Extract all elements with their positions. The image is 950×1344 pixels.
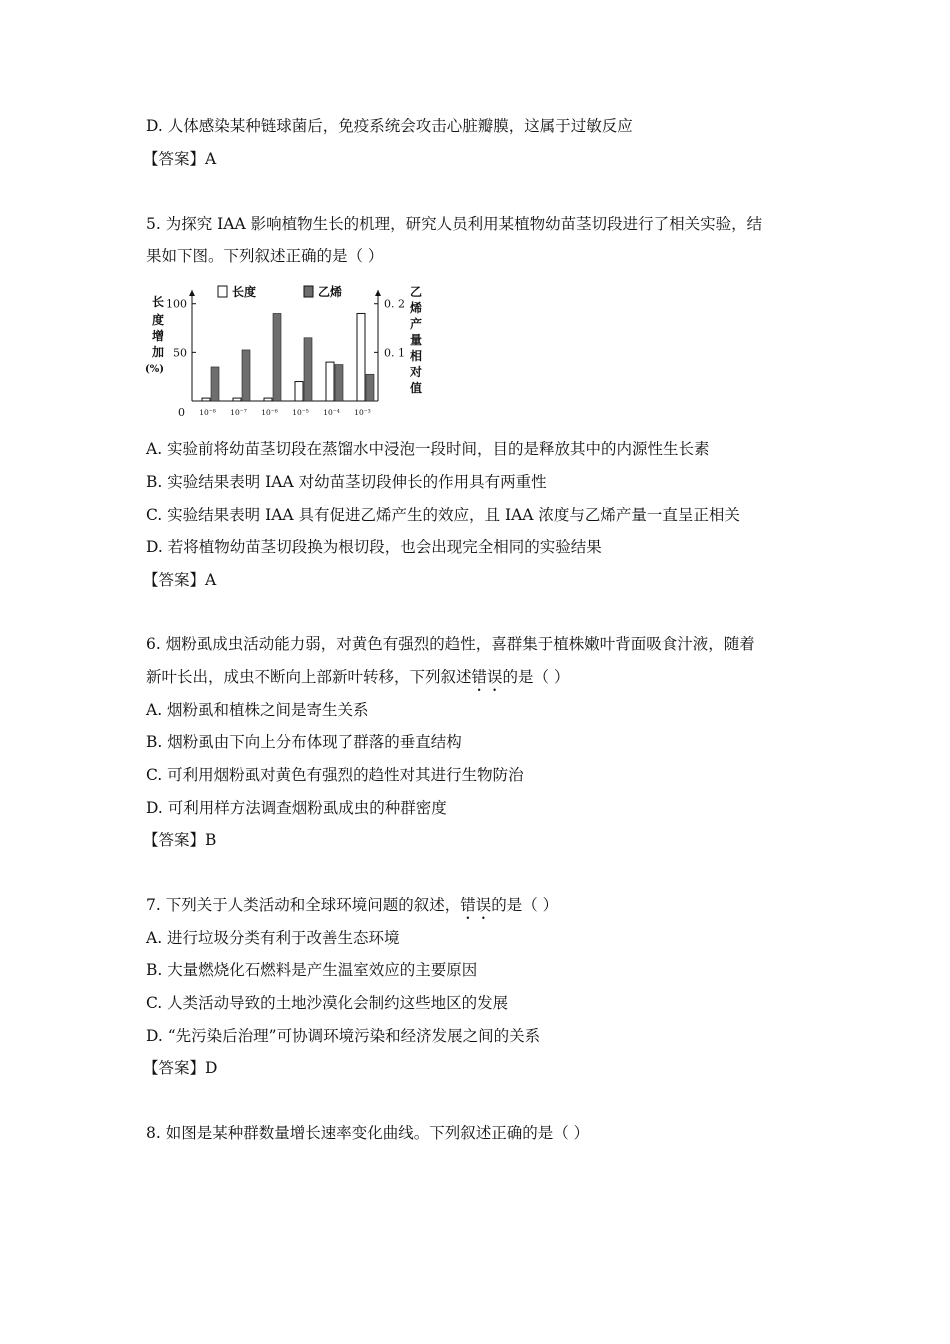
q4-answer: 【答案】A: [143, 150, 217, 168]
left-tick-label: 50: [173, 346, 187, 360]
q5-option-d: D. 若将植物幼苗茎切段换为根切段，也会出现完全相同的实验结果: [146, 538, 602, 556]
legend-swatch-1: [218, 286, 227, 297]
x-tick-label: 10⁻⁸: [199, 408, 216, 417]
q5-option-c: C. 实验结果表明 IAA 具有促进乙烯产生的效应，且 IAA 浓度与乙烯产量一直呈正相关: [146, 506, 740, 524]
right-tick-label: 0. 2: [384, 297, 405, 311]
q7-stem-pre: 7. 下列关于人类活动和全球环境问题的叙述，: [146, 896, 461, 914]
left-axis-label-char: 长: [152, 295, 165, 309]
bar-ethylene: [242, 350, 250, 401]
bar-length-increase: [295, 382, 303, 401]
bar-length-increase: [202, 398, 210, 401]
left-axis-label-char: 加: [152, 345, 165, 359]
x-tick-label: 10⁻⁶: [261, 408, 278, 417]
q7-stem-post: 的是（ ）: [491, 896, 559, 914]
legend-label-2: 乙烯: [318, 285, 343, 299]
q5-option-b: B. 实验结果表明 IAA 对幼苗茎切段伸长的作用具有两重性: [146, 473, 547, 491]
q6-option-b: B. 烟粉虱由下向上分布体现了群落的垂直结构: [146, 733, 462, 751]
legend-swatch-2: [304, 286, 313, 297]
q6-stem-line-1: 6. 烟粉虱成虫活动能力弱，对黄色有强烈的趋性，喜群集于植株嫩叶背面吸食汁液，随着: [146, 635, 755, 653]
q7-emphasis-word: 错误: [460, 896, 492, 914]
q6-stem-line-2-post: 的是（ ）: [502, 668, 570, 686]
q8-stem: 8. 如图是某种群数量增长速率变化曲线。下列叙述正确的是（ ）: [146, 1124, 590, 1142]
q7-option-c: C. 人类活动导致的土地沙漠化会制约这些地区的发展: [146, 994, 509, 1012]
x-tick-label: 10⁻⁷: [230, 408, 247, 417]
right-axis-label-char: 对: [410, 365, 423, 379]
y-axis-left-arrow: [189, 290, 195, 296]
y-axis-right-arrow: [375, 290, 381, 296]
bar-length-increase: [264, 398, 272, 401]
x-tick-label: 10⁻⁵: [292, 408, 309, 417]
left-axis-label-char: 度: [152, 313, 165, 327]
bar-ethylene: [335, 365, 343, 401]
left-axis-label-char: (%): [145, 364, 164, 375]
q7-option-b: B. 大量燃烧化石燃料是产生温室效应的主要原因: [146, 961, 478, 979]
right-axis-label-char: 乙: [410, 285, 423, 299]
left-axis-label-char: 增: [152, 329, 165, 343]
q5-answer: 【答案】A: [143, 571, 217, 589]
x-tick-label: 10⁻³: [354, 408, 371, 417]
q7-option-a: A. 进行垃圾分类有利于改善生态环境: [146, 929, 400, 947]
origin-label: 0: [178, 406, 185, 419]
right-axis-label-char: 相: [410, 349, 423, 363]
q6-option-c: C. 可利用烟粉虱对黄色有强烈的趋性对其进行生物防治: [146, 766, 524, 784]
q4-option-d: D. 人体感染某种链球菌后，免疫系统会攻击心脏瓣膜，这属于过敏反应: [146, 117, 633, 135]
right-axis-label-char: 产: [410, 317, 423, 331]
q5-stem-line-1: 5. 为探究 IAA 影响植物生长的机理，研究人员利用某植物幼苗茎切段进行了相关实验，结: [146, 215, 763, 233]
q6-option-d: D. 可利用样方法调查烟粉虱成虫的种群密度: [146, 799, 447, 817]
q6-option-a: A. 烟粉虱和植株之间是寄生关系: [146, 701, 369, 719]
q5-option-a: A. 实验前将幼苗茎切段在蒸馏水中浸泡一段时间，目的是释放其中的内源性生长素: [146, 440, 710, 458]
bar-ethylene: [273, 313, 281, 401]
right-tick-label: 0. 1: [384, 346, 405, 360]
bar-length-increase: [233, 398, 241, 401]
bar-length-increase: [326, 362, 334, 401]
bar-length-increase: [357, 313, 365, 401]
right-axis-label-char: 烯: [410, 301, 423, 315]
q6-stem-line-2: [146, 667, 569, 695]
q5-bar-chart: [140, 278, 430, 423]
legend-label-1: 长度: [232, 285, 257, 299]
q6-stem-line-2-pre: 新叶长出，成虫不断向上部新叶转移，下列叙述: [146, 668, 472, 686]
left-tick-label: 100: [166, 297, 187, 311]
q6-emphasis-word: 错误: [471, 668, 503, 686]
right-axis-label-char: 量: [410, 333, 423, 347]
bar-ethylene: [211, 367, 219, 401]
q7-answer: 【答案】D: [143, 1059, 218, 1077]
q7-option-d: D. “先污染后治理”可协调环境污染和经济发展之间的关系: [146, 1027, 541, 1045]
bar-ethylene: [366, 374, 374, 401]
x-tick-label: 10⁻⁴: [323, 408, 340, 417]
bar-ethylene: [304, 338, 312, 401]
q5-stem-line-2: 果如下图。下列叙述正确的是（ ）: [146, 247, 384, 265]
q7-stem: [146, 895, 558, 923]
q6-answer: 【答案】B: [143, 831, 217, 849]
right-axis-label-char: 值: [410, 381, 423, 395]
